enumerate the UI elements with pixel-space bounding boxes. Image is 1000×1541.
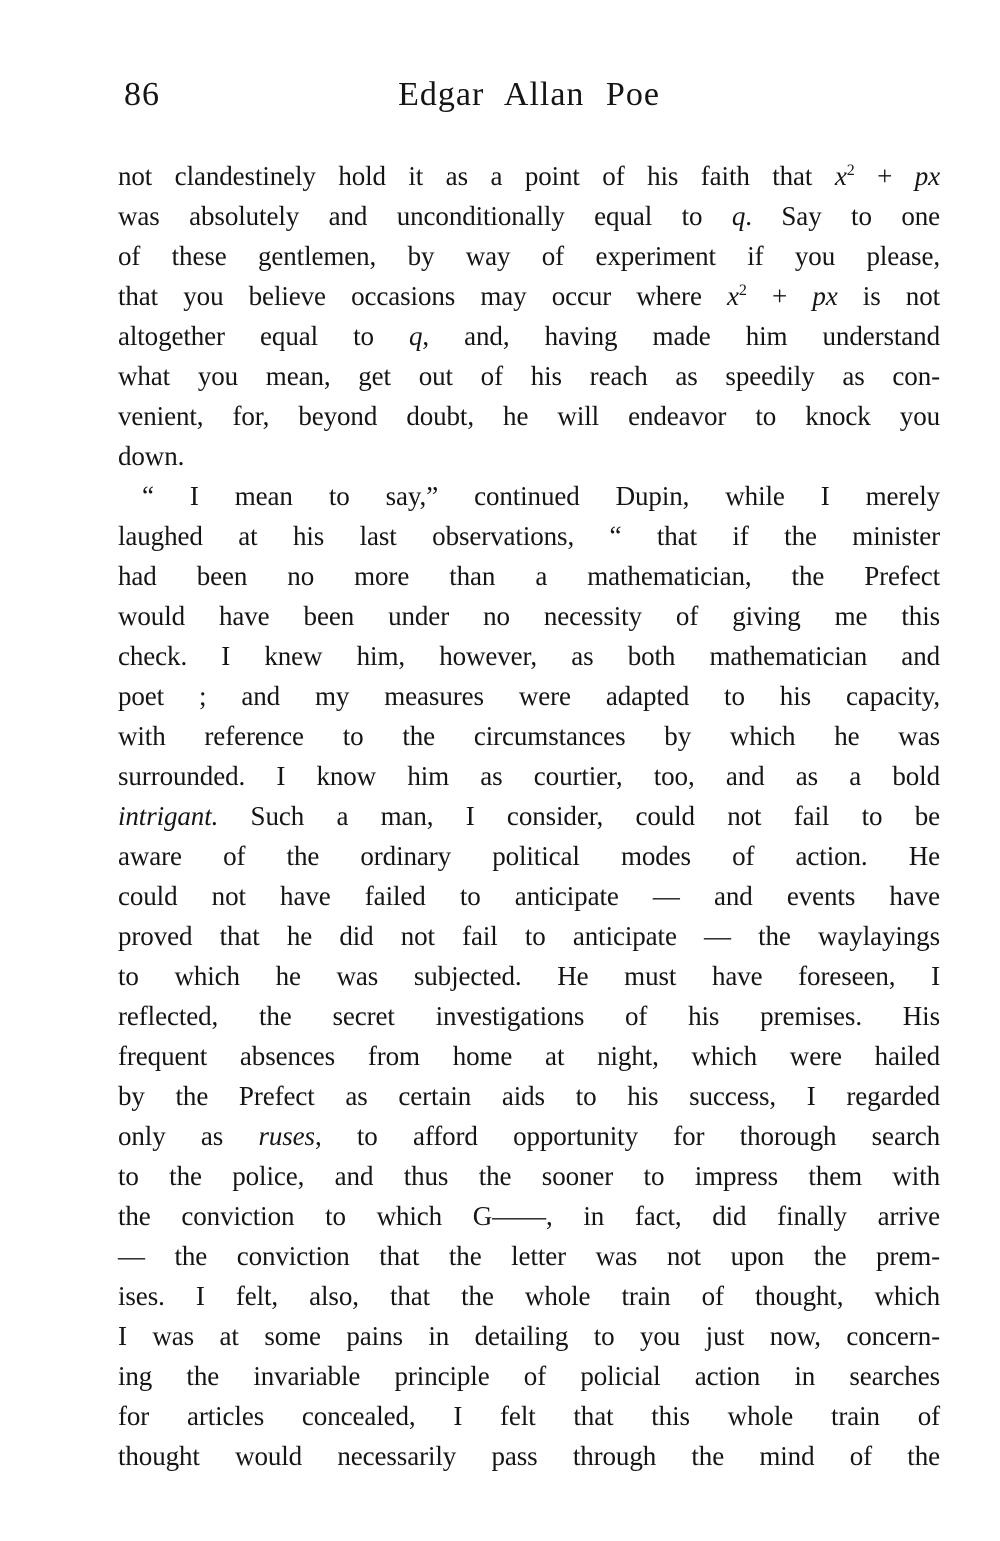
text-line: I was at some pains in detailing to you just now, concern- <box>118 1321 940 1351</box>
text-line: proved that he did not fail to anticipate — the waylayings <box>118 921 940 951</box>
text-line: “ I mean to say,” continued Dupin, while I merely <box>142 481 940 511</box>
page-header <box>118 76 940 120</box>
text-line: surrounded. I know him as courtier, too, and as a bold <box>118 761 940 791</box>
text-line: venient, for, beyond doubt, he will endeavor to knock you <box>118 401 940 431</box>
paragraph <box>118 476 940 1476</box>
text-line: poet ; and my measures were adapted to his capacity, <box>118 681 940 711</box>
page-number: 86 <box>124 76 160 113</box>
text-line: ises. I felt, also, that the whole train of thought, which <box>118 1281 940 1311</box>
text-line: to which he was subjected. He must have foreseen, I <box>118 961 940 991</box>
text-line: by the Prefect as certain aids to his success, I regarded <box>118 1081 940 1111</box>
header-title: Edgar Allan Poe <box>398 76 660 113</box>
text-line: check. I knew him, however, as both mathematician and <box>118 641 940 671</box>
text-line: down. <box>118 441 185 471</box>
text-line: only as ruses, to afford opportunity for thorough search <box>118 1121 940 1151</box>
text-line: frequent absences from home at night, which were hailed <box>118 1041 940 1071</box>
text-line: to the police, and thus the sooner to impress them with <box>118 1161 940 1191</box>
text-line: the conviction to which G——, in fact, did finally arrive <box>118 1201 940 1231</box>
text-line: not clandestinely hold it as a point of his faith that $x^2$ + px <box>118 161 940 191</box>
text-line: that you believe occasions may occur where $x^2$ + px is not <box>118 281 940 311</box>
text-line: reflected, the secret investigations of his premises. His <box>118 1001 940 1031</box>
text-line: aware of the ordinary political modes of action. He <box>118 841 940 871</box>
page-body <box>118 156 940 1476</box>
text-line: would have been under no necessity of giving me this <box>118 601 940 631</box>
text-line: ing the invariable principle of policial action in searches <box>118 1361 940 1391</box>
text-line: could not have failed to anticipate — and events have <box>118 881 940 911</box>
text-line: thought would necessarily pass through the mind of the <box>118 1441 940 1471</box>
text-line: laughed at his last observations, “ that if the minister <box>118 521 940 551</box>
text-line: what you mean, get out of his reach as speedily as con- <box>118 361 940 391</box>
text-line: for articles concealed, I felt that this whole train of <box>118 1401 940 1431</box>
text-line: with reference to the circumstances by which he was <box>118 721 940 751</box>
text-line: intrigant. Such a man, I consider, could not fail to be <box>118 801 940 831</box>
text-line: altogether equal to q, and, having made him understand <box>118 321 940 351</box>
text-line: had been no more than a mathematician, the Prefect <box>118 561 940 591</box>
text-line: was absolutely and unconditionally equal to q. Say to one <box>118 201 940 231</box>
text-line: of these gentlemen, by way of experiment if you please, <box>118 241 940 271</box>
paragraph <box>118 156 940 476</box>
text-line: — the conviction that the letter was not upon the prem- <box>118 1241 940 1271</box>
